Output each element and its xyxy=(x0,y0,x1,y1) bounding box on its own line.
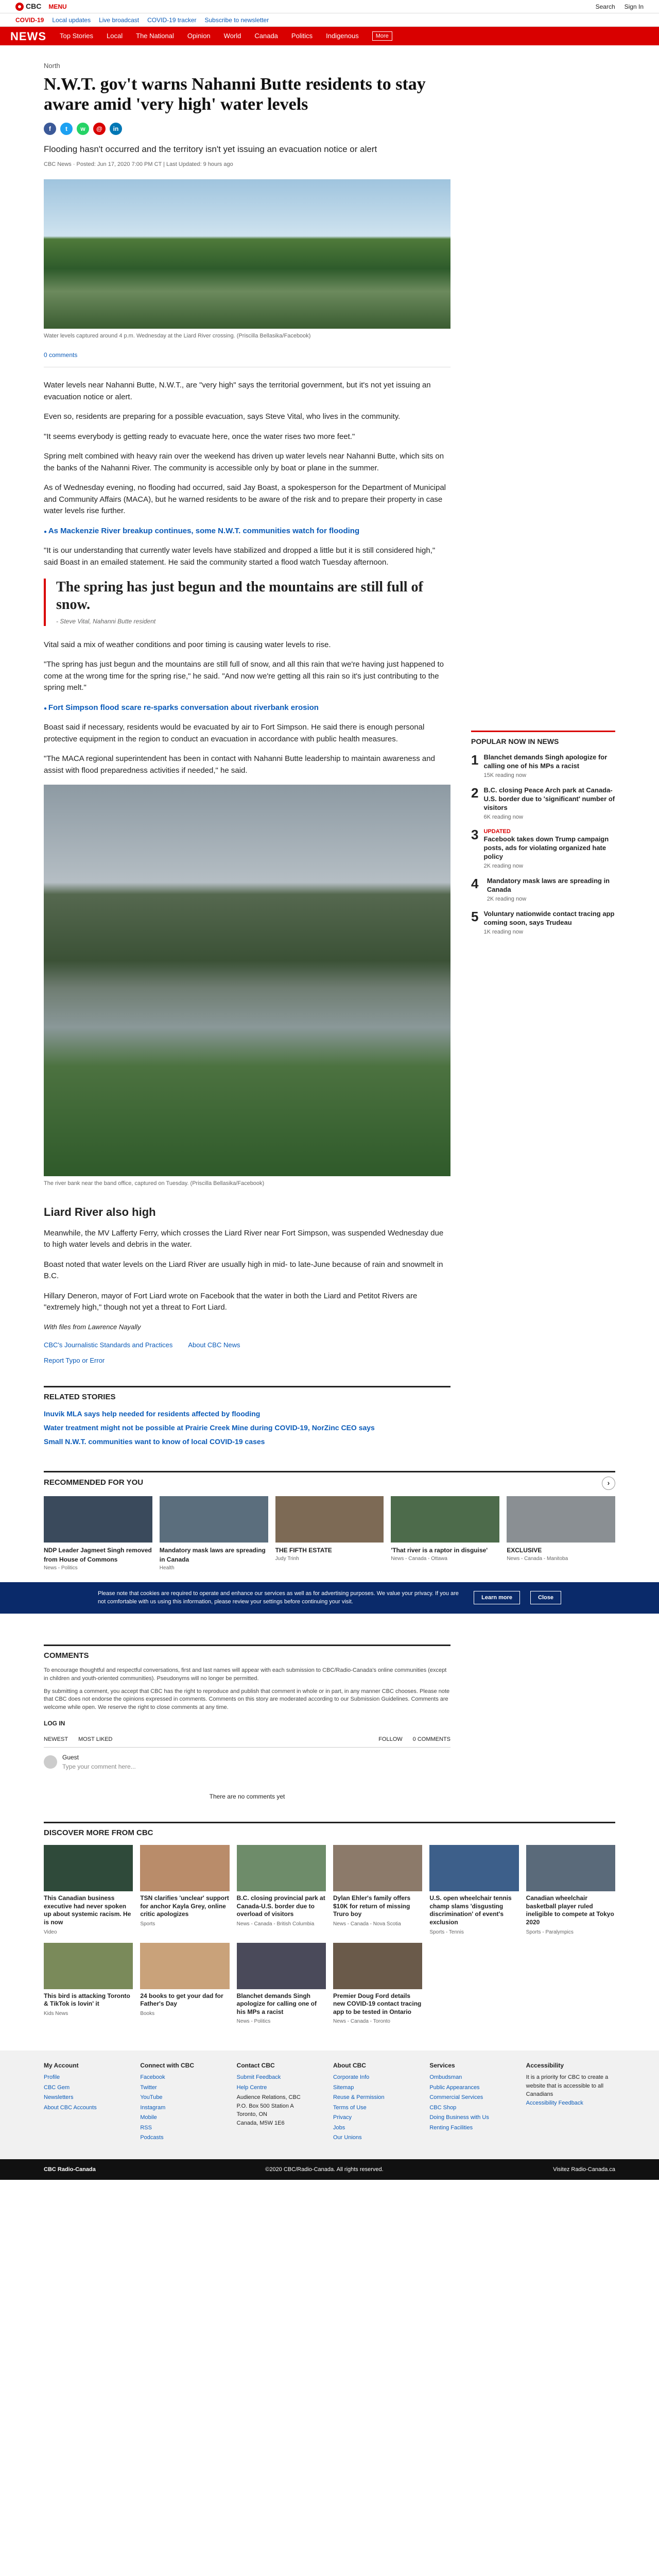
covid-link-newsletter[interactable]: Subscribe to newsletter xyxy=(204,16,269,24)
cbc-gem-icon xyxy=(15,3,24,11)
card-title[interactable]: 24 books to get your dad for Father's Day xyxy=(140,1992,223,2008)
footer-text: P.O. Box 500 Station A xyxy=(236,2103,294,2109)
discover-card[interactable] xyxy=(333,1943,422,2025)
card-meta: Sports xyxy=(140,1921,155,1927)
card-title[interactable]: Blanchet demands Singh apologize for calling one of his MPs a racist xyxy=(236,1992,317,2015)
recommended-card[interactable] xyxy=(391,1496,499,1572)
footer-link[interactable]: Renting Facilities xyxy=(429,2124,473,2131)
sort-newest-tab[interactable]: NEWEST xyxy=(44,1736,68,1743)
with-files-note: With files from Lawrence Nayally xyxy=(44,1323,141,1331)
popular-rank: 5 xyxy=(471,909,479,925)
report-typo-link[interactable]: Report Typo or Error xyxy=(44,1356,105,1364)
discover-card[interactable] xyxy=(237,1845,326,1935)
footer-link[interactable]: Privacy xyxy=(333,2114,352,2121)
footer-link[interactable]: Public Appearances xyxy=(429,2084,480,2091)
card-meta: Health xyxy=(159,1565,175,1571)
card-title[interactable]: B.C. closing provincial park at Canada-U.S. border due to overload of visitors xyxy=(236,1894,325,1918)
guest-label: Guest xyxy=(62,1753,79,1761)
paragraph: Even so, residents are preparing for a possible evacuation, says Steve Vital, who lives in the community. xyxy=(44,412,401,421)
card-image xyxy=(526,1845,615,1891)
paragraph: Boast noted that water levels on the Liard River are usually high in mid- to late-June because of rain and snowmelt in B.C. xyxy=(44,1260,443,1281)
covid-link-tracker[interactable]: COVID-19 tracker xyxy=(147,16,197,24)
card-image xyxy=(44,1845,133,1891)
footer-link[interactable]: Help Centre xyxy=(236,2084,267,2091)
paragraph: Hillary Deneron, mayor of Fort Liard wrote on Facebook that the water in both the Liard and Petitot Rivers are "extremely high," though not yet a threat to Fort Liard. xyxy=(44,1291,418,1312)
pull-quote-text: The spring has just begun and the mountains are still full of snow. xyxy=(56,579,423,613)
card-image xyxy=(160,1496,268,1543)
footer-link[interactable]: Jobs xyxy=(333,2124,345,2131)
copyright: ©2020 CBC/Radio-Canada. All rights reserved. xyxy=(265,2166,384,2173)
cbc-logo[interactable]: CBC xyxy=(15,1,41,12)
footer-link[interactable]: Terms of Use xyxy=(333,2104,367,2111)
card-title[interactable]: This Canadian business executive had never spoken up about systemic racism. He is now xyxy=(44,1894,131,1926)
popular-item[interactable] xyxy=(471,910,615,936)
paragraph: "The spring has just begun and the mountains are still full of snow, and all this rain that we're having just happened to come at the wrong time for the spring rise," he said. "And now we're getting all this rain so it's just contributing to the spring melt." xyxy=(44,660,444,692)
footer-link[interactable]: Doing Business with Us xyxy=(429,2114,489,2121)
card-meta: Video xyxy=(44,1929,57,1935)
related-story-link[interactable]: Small N.W.T. communities want to know of local COVID-19 cases xyxy=(44,1437,265,1446)
discover-card[interactable] xyxy=(140,1845,229,1935)
login-button[interactable]: LOG IN xyxy=(44,1720,65,1727)
popular-item[interactable] xyxy=(471,828,615,870)
card-title[interactable]: This bird is attacking Toronto & TikTok is lovin' it xyxy=(44,1992,130,2008)
card-image xyxy=(44,1496,152,1543)
covid-bar xyxy=(0,13,659,27)
whatsapp-icon[interactable]: w xyxy=(77,123,89,135)
paragraph: "It is our understanding that currently water levels have stabilized and dropped a little but it is still considered high," said Boast in an emailed statement. He said the community started a flood watch Tuesday afternoon. xyxy=(44,546,436,567)
popular-item[interactable] xyxy=(471,786,615,821)
card-image xyxy=(44,1943,133,1989)
footer-text: Canada, M5W 1E6 xyxy=(236,2120,285,2126)
twitter-icon[interactable]: t xyxy=(60,123,73,135)
popular-headline[interactable]: Voluntary nationwide contact tracing app coming soon, says Trudeau xyxy=(483,910,615,927)
paragraph: Vital said a mix of weather conditions and poor timing is causing water levels to rise. xyxy=(44,640,331,649)
reading-count: 2K reading now xyxy=(487,896,527,903)
covid-link-local[interactable]: Local updates xyxy=(52,16,91,24)
card-image xyxy=(237,1943,326,1989)
nav-opinion[interactable]: Opinion xyxy=(187,32,211,40)
card-image xyxy=(237,1845,326,1891)
card-title[interactable]: Dylan Ehler's family offers $10K for return of missing Truro boy xyxy=(333,1894,411,1918)
nav-the-national[interactable]: The National xyxy=(136,32,174,40)
footer-link[interactable]: Facebook xyxy=(140,2074,165,2081)
card-meta: News - Canada - Manitoba xyxy=(507,1555,568,1562)
card-meta: News - Canada - Nova Scotia xyxy=(333,1921,401,1927)
popular-headline[interactable]: Facebook takes down Trump campaign posts, ads for violating organized hate policy xyxy=(483,835,609,861)
share-bar xyxy=(44,123,450,135)
paragraph: Meanwhile, the MV Lafferty Ferry, which crosses the Liard River near Fort Simpson, was suspended Wednesday due to high water levels and debris in the water. xyxy=(44,1228,444,1249)
card-image xyxy=(140,1943,229,1989)
card-image xyxy=(333,1845,422,1891)
card-image xyxy=(429,1845,518,1891)
recommended-header xyxy=(44,1471,615,1490)
photo-caption: Water levels captured around 4 p.m. Wednesday at the Liard River crossing. (Priscilla Bellasika/Facebook) xyxy=(44,332,311,339)
visit-radio-canada-link[interactable]: Visitez Radio-Canada.ca xyxy=(553,2166,616,2173)
updated-badge: UPDATED xyxy=(483,828,511,835)
paragraph: Water levels near Nahanni Butte, N.W.T., are "very high" says the territorial government, but it's not yet issuing an evacuation notice or alert. xyxy=(44,381,431,401)
recommended-card[interactable] xyxy=(507,1496,615,1572)
card-meta: News - Politics xyxy=(236,2019,271,2025)
search-button[interactable]: Search xyxy=(595,3,615,10)
section-heading: Liard River also high xyxy=(44,1205,156,1218)
discover-card[interactable] xyxy=(429,1845,518,1935)
sidebar xyxy=(471,45,615,1450)
discover-card[interactable] xyxy=(333,1845,422,1935)
comment-count: 0 COMMENTS xyxy=(412,1736,450,1743)
facebook-icon[interactable]: f xyxy=(44,123,56,135)
lead-photo xyxy=(44,179,450,329)
top-bar xyxy=(0,0,659,13)
pull-quote-attribution: - Steve Vital, Nahanni Butte resident xyxy=(56,617,156,625)
discover-title: DISCOVER MORE FROM CBC xyxy=(44,1822,615,1839)
popular-now-title: POPULAR NOW IN NEWS xyxy=(471,731,615,747)
footer-col-accessibility xyxy=(526,2061,615,2144)
sign-in-button[interactable]: Sign In xyxy=(624,3,644,10)
menu-button[interactable]: MENU xyxy=(48,3,67,10)
discover-card[interactable] xyxy=(526,1845,615,1935)
popular-headline[interactable]: Mandatory mask laws are spreading in Canada xyxy=(487,877,610,894)
related-story-link[interactable]: Inuvik MLA says help needed for residents affected by flooding xyxy=(44,1409,261,1418)
footer-col-account xyxy=(44,2061,133,2144)
comments-section xyxy=(44,1645,450,1801)
nav-canada[interactable]: Canada xyxy=(254,32,278,40)
sort-most-liked-tab[interactable]: MOST LIKED xyxy=(78,1736,113,1743)
card-meta: News - Politics xyxy=(44,1565,78,1571)
footer-link[interactable]: Our Unions xyxy=(333,2134,362,2141)
popular-rank: 3 xyxy=(471,827,479,843)
footer-link[interactable]: Ombudsman xyxy=(429,2074,462,2081)
nav-more-button[interactable]: More xyxy=(372,31,392,41)
card-meta: Judy Trinh xyxy=(275,1555,299,1562)
footer-col-contact xyxy=(237,2061,326,2144)
popular-item[interactable] xyxy=(471,877,615,903)
chevron-right-icon[interactable]: › xyxy=(602,1477,615,1490)
footer-link[interactable]: About CBC Accounts xyxy=(44,2104,97,2111)
footer-link[interactable]: YouTube xyxy=(140,2094,163,2101)
covid-label: COVID-19 xyxy=(15,16,44,24)
footer-heading: Contact CBC xyxy=(236,2062,275,2070)
article-deck: Flooding hasn't occurred and the territory isn't yet issuing an evacuation notice or alert xyxy=(44,144,377,154)
comments-toolbar xyxy=(44,1735,450,1748)
footer-link[interactable]: Profile xyxy=(44,2074,60,2081)
covid-link-live[interactable]: Live broadcast xyxy=(99,16,140,24)
recommended-card[interactable] xyxy=(160,1496,268,1572)
paragraph: As of Wednesday evening, no flooding had occurred, said Jay Boast, a spokesperson for the Department of Municipal and Community Affairs (MACA), but he warned residents to be aware of the risk and to prepare their property in case water levels rise further. xyxy=(44,483,446,516)
popular-headline[interactable]: Blanchet demands Singh apologize for calling one of his MPs a racist xyxy=(483,753,608,770)
byline: CBC News · Posted: Jun 17, 2020 7:00 PM CT | Last Updated: 9 hours ago xyxy=(44,161,233,168)
footer xyxy=(0,2050,659,2159)
discover-card[interactable] xyxy=(44,1943,133,2025)
popular-rank: 2 xyxy=(471,785,479,801)
article-title: N.W.T. gov't warns Nahanni Butte residents to stay aware amid 'very high' water levels xyxy=(44,74,426,114)
reading-count: 6K reading now xyxy=(483,814,523,820)
related-story-link[interactable]: Water treatment might not be possible at Prairie Creek Mine during COVID-19, NorZinc CEO says xyxy=(44,1423,375,1432)
comments-terms: By submitting a comment, you accept that CBC has the right to reproduce and publish that comment in whole or in part, in any manner CBC chooses. Please note that CBC does not endorse the opinions expressed in comments. Comments on this story are moderated according to our Submission Guidelines. Comments are welcome while open. We reserve the right to close comments at any time. xyxy=(44,1688,450,1710)
footer-link[interactable]: CBC Shop xyxy=(429,2104,457,2111)
about-cbc-news-link[interactable]: About CBC News xyxy=(188,1341,240,1349)
main-nav xyxy=(0,27,659,45)
card-title[interactable]: EXCLUSIVE xyxy=(507,1546,542,1554)
news-brand[interactable]: NEWS xyxy=(10,29,46,43)
card-image xyxy=(140,1845,229,1891)
reading-count: 1K reading now xyxy=(483,929,523,936)
follow-button[interactable]: FOLLOW xyxy=(378,1736,403,1743)
paragraph: "It seems everybody is getting ready to evacuate here, once the water rises two more feet." xyxy=(44,432,355,441)
card-meta: Sports - Paralympics xyxy=(526,1929,574,1935)
recommended-card[interactable] xyxy=(44,1496,152,1572)
reading-count: 15K reading now xyxy=(483,772,527,778)
footer-heading: Connect with CBC xyxy=(140,2062,194,2070)
footer-col-services xyxy=(429,2061,518,2144)
card-meta: News - Canada - Ottawa xyxy=(391,1555,447,1562)
avatar xyxy=(44,1755,57,1769)
card-meta: Kids News xyxy=(44,2010,68,2016)
card-title[interactable]: U.S. open wheelchair tennis champ slams 'disgusting discrimination' of event's exclusion xyxy=(429,1894,512,1926)
footer-heading: About CBC xyxy=(333,2062,366,2070)
popular-rank: 1 xyxy=(471,752,479,768)
pull-quote xyxy=(44,579,450,625)
nav-politics[interactable]: Politics xyxy=(291,32,313,40)
no-comments-message: There are no comments yet xyxy=(209,1792,285,1800)
card-meta: News - Canada - Toronto xyxy=(333,2019,390,2025)
comments-link[interactable]: 0 comments xyxy=(44,350,450,367)
discover-grid xyxy=(44,1845,615,2025)
cookie-banner xyxy=(0,1582,659,1614)
nav-world[interactable]: World xyxy=(223,32,241,40)
comments-policy: To encourage thoughtful and respectful conversations, first and last names will appear with each submission to CBC/Radio-Canada's online communities (except in children and youth-oriented communities). Pseudonyms will no longer be permitted. xyxy=(44,1667,447,1682)
paragraph: Spring melt combined with heavy rain over the weekend has driven up water levels near Nahanni Butte, which sits on the banks of the Nahanni River. The community is accessible only by boat or plane in the summer. xyxy=(44,452,444,472)
related-stories-title: RELATED STORIES xyxy=(44,1386,450,1403)
card-title[interactable]: TSN clarifies 'unclear' support for anchor Kayla Grey, online critic apologizes xyxy=(140,1894,229,1918)
footer-link[interactable]: Corporate Info xyxy=(333,2074,370,2081)
footer-link[interactable]: Accessibility Feedback xyxy=(526,2099,583,2106)
discover-card[interactable] xyxy=(44,1845,133,1935)
footer-link[interactable]: Reuse & Permission xyxy=(333,2094,385,2101)
footer-heading: Services xyxy=(429,2062,455,2070)
card-image xyxy=(507,1496,615,1543)
footer-text: Toronto, ON xyxy=(236,2111,267,2118)
inline-related-link[interactable]: ● Fort Simpson flood scare re-sparks conversation about riverbank erosion xyxy=(44,702,450,714)
comment-composer xyxy=(44,1753,450,1771)
card-title[interactable]: 'That river is a raptor in disguise' xyxy=(391,1546,488,1554)
comments-title: COMMENTS xyxy=(44,1645,450,1662)
footer-link[interactable]: Commercial Services xyxy=(429,2094,483,2101)
card-title[interactable]: Mandatory mask laws are spreading in Canada xyxy=(159,1546,266,1563)
footer-link[interactable]: Submit Feedback xyxy=(236,2074,281,2081)
discover-card[interactable] xyxy=(140,1943,229,2025)
footer-link[interactable]: Instagram xyxy=(140,2104,166,2111)
learn-more-button[interactable]: Learn more xyxy=(474,1591,520,1605)
footer-link[interactable]: RSS xyxy=(140,2124,152,2131)
footer-link[interactable]: Newsletters xyxy=(44,2094,74,2101)
cookie-text: Please note that cookies are required to operate and enhance our services as well as for advertising purposes. We value your privacy. If you are not comfortable with us using this information, please review your settings before continuing your visit. xyxy=(98,1590,459,1605)
card-meta: Sports - Tennis xyxy=(429,1929,464,1935)
footer-link[interactable]: Mobile xyxy=(140,2114,157,2121)
card-image xyxy=(391,1496,499,1543)
recommended-row xyxy=(44,1496,615,1572)
card-meta: Books xyxy=(140,2010,155,2016)
footer-link[interactable]: Twitter xyxy=(140,2084,157,2091)
nav-indigenous[interactable]: Indigenous xyxy=(326,32,359,40)
discover-card[interactable] xyxy=(237,1943,326,2025)
card-image xyxy=(275,1496,384,1543)
nav-local[interactable]: Local xyxy=(107,32,123,40)
card-meta: News - Canada - British Columbia xyxy=(236,1921,315,1927)
popular-headline[interactable]: B.C. closing Peace Arch park at Canada-U.S. border due to 'significant' number of visitors xyxy=(483,786,615,811)
comment-input[interactable]: Type your comment here... xyxy=(62,1762,136,1770)
footer-col-connect xyxy=(140,2061,229,2144)
card-image xyxy=(333,1943,422,1989)
popular-item[interactable] xyxy=(471,753,615,779)
inline-related-link[interactable]: ● As Mackenzie River breakup continues, some N.W.T. communities watch for flooding xyxy=(44,526,450,537)
photo-caption: The river bank near the band office, captured on Tuesday. (Priscilla Bellasika/Facebook) xyxy=(44,1180,265,1187)
linkedin-icon[interactable]: in xyxy=(110,123,122,135)
footer-col-about xyxy=(333,2061,422,2144)
recommended-title: RECOMMENDED FOR YOU xyxy=(44,1478,144,1487)
footer-link[interactable]: Sitemap xyxy=(333,2084,354,2091)
footer-text: Audience Relations, CBC xyxy=(236,2094,301,2101)
card-title[interactable]: THE FIFTH ESTATE xyxy=(275,1546,332,1554)
popular-rank: 4 xyxy=(471,876,479,892)
footer-heading: Accessibility xyxy=(526,2062,564,2070)
standards-link[interactable]: CBC's Journalistic Standards and Practices xyxy=(44,1341,173,1349)
paragraph: "The MACA regional superintendent has been in contact with Nahanni Butte leadership to maintain awareness and assist with flood preparedness activities if needed," he said. xyxy=(44,754,435,775)
close-button[interactable]: Close xyxy=(530,1591,561,1605)
email-icon[interactable]: @ xyxy=(93,123,106,135)
reading-count: 2K reading now xyxy=(483,863,523,870)
paragraph: Boast said if necessary, residents would be evacuated by air to Fort Simpson. He said there is enough personal protective equipment in the region to conduct an evacuation in accordance with public health measures. xyxy=(44,723,425,743)
article xyxy=(44,45,450,1450)
footer-text: It is a priority for CBC to create a website that is accessible to all Canadians xyxy=(526,2074,609,2098)
river-photo xyxy=(44,785,450,1176)
recommended-card[interactable] xyxy=(275,1496,384,1572)
radio-canada-logo[interactable]: CBC Radio-Canada xyxy=(44,2166,96,2173)
section-tag[interactable]: North xyxy=(44,62,60,70)
footer-link[interactable]: Podcasts xyxy=(140,2134,164,2141)
standards-links xyxy=(44,1340,450,1350)
card-title[interactable]: NDP Leader Jagmeet Singh removed from House of Commons xyxy=(44,1546,152,1563)
bottom-bar xyxy=(0,2159,659,2180)
footer-heading: My Account xyxy=(44,2062,79,2070)
card-title[interactable]: Premier Doug Ford details new COVID-19 contact tracing app to be tested in Ontario xyxy=(333,1992,422,2015)
footer-link[interactable]: CBC Gem xyxy=(44,2084,70,2091)
nav-top-stories[interactable]: Top Stories xyxy=(60,32,94,40)
card-title[interactable]: Canadian wheelchair basketball player ruled ineligible to compete at Tokyo 2020 xyxy=(526,1894,614,1926)
